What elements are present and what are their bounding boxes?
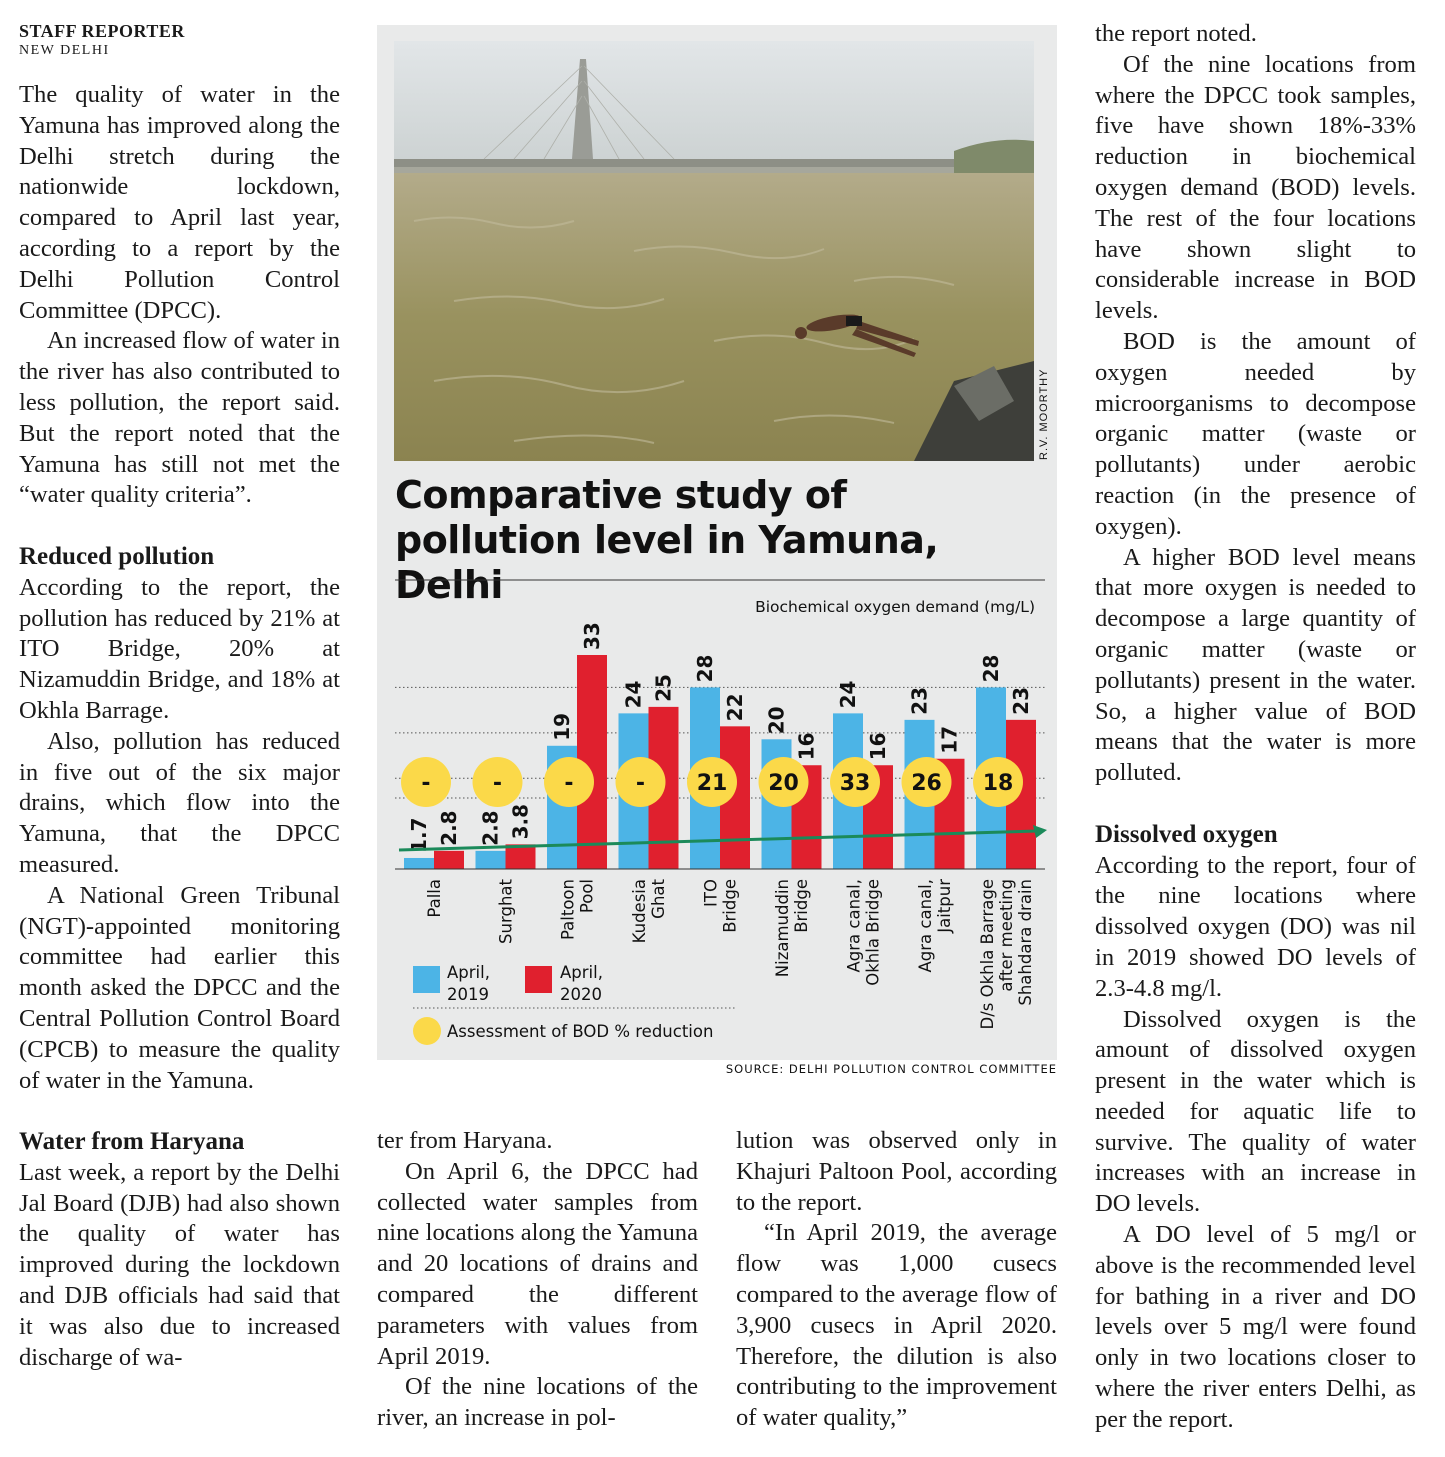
bar-value-label: 28 xyxy=(979,654,1003,683)
paragraph: Dissolved oxygen is the amount of dissolved oxygen present in the water which is needed for aquatic life to survive. The quality of water increases with an increase in DO levels. xyxy=(1095,1005,1416,1218)
category-label: Okhla Bridge xyxy=(863,879,883,986)
paragraph: A National Green Tribunal (NGT)-appointed monitoring committee had earlier this month asked the DPCC and the Central Pollution Control Board (CPCB) to measure the quality of water in the Yamuna. xyxy=(19,881,340,1094)
assessment-value: - xyxy=(421,771,431,796)
category-label: Jaitpur xyxy=(935,879,954,933)
assessment-value: 18 xyxy=(982,771,1014,796)
category-label: Paltoon xyxy=(558,879,578,941)
article-column-4 xyxy=(1095,19,1416,1436)
paragraph: BOD is the amount of oxygen needed by microorganisms to decompose organic matter (waste or pollutants) under aerobic reaction (in the presence of oxygen). xyxy=(1095,327,1416,540)
paragraph: Of the nine locations of the river, an increase in pol- xyxy=(377,1373,698,1432)
assessment-value: 33 xyxy=(839,771,871,796)
assessment-value: - xyxy=(635,771,646,796)
article-column-3 xyxy=(736,1126,1057,1434)
category-label: Shahdara drain xyxy=(1016,879,1035,1006)
category-label: Bridge xyxy=(792,879,811,933)
bar-value-label: 24 xyxy=(836,680,860,709)
bar-value-label: 2.8 xyxy=(478,810,503,846)
paragraph: The quality of water in the Yamuna has improved along the Delhi stretch during the nationwide lockdown, compared to April last year, according to a report by the Delhi Pollution Control Committee (DPCC). xyxy=(19,81,340,324)
article-column-1 xyxy=(19,80,340,1373)
subheading-water-from-haryana: Water from Haryana xyxy=(19,1128,245,1156)
assessment-value: - xyxy=(564,771,574,796)
paragraph: Of the nine locations from where the DPCC took samples, five have shown 18%-33% reduction in biochemical oxygen demand (BOD) levels. The rest of the four locations have shown slight to considerable increase in BOD levels. xyxy=(1095,50,1416,325)
bar-2019 xyxy=(404,858,434,869)
article-column-2 xyxy=(377,1126,698,1434)
reporter-name: STAFF REPORTER xyxy=(19,21,185,41)
category-label: ITO xyxy=(701,879,721,907)
legend-label-2019: 2019 xyxy=(447,985,489,1004)
category-label: after meeting xyxy=(997,879,1016,992)
category-label: Ghat xyxy=(649,879,668,919)
category-label: D/s Okhla Barrage xyxy=(978,879,997,1030)
bar-value-label: 17 xyxy=(937,725,962,754)
paragraph: A DO level of 5 mg/l or above is the recommended level for bathing in a river and DO levels over 5 mg/l were found only in two locations closer to where the river enters Delhi, as per the report. xyxy=(1095,1221,1416,1433)
chart-source: SOURCE: DELHI POLLUTION CONTROL COMMITTEE xyxy=(725,1062,1057,1076)
subheading-reduced-pollution: Reduced pollution xyxy=(19,542,215,570)
paragraph: lution was observed only in Khajuri Paltoon Pool, according to the report. xyxy=(736,1127,1057,1216)
bar-value-label: 25 xyxy=(651,674,676,702)
bod-bar-chart xyxy=(377,25,1057,1060)
chart-title: Comparative study of pollution level in Yamuna, Delhi xyxy=(395,473,939,607)
paragraph: According to the report, four of the nine locations where dissolved oxygen (DO) was nil in 2019 showed DO levels of 2.3-4.8 mg/l. xyxy=(1095,851,1416,1002)
legend-assessment-circle xyxy=(413,1017,441,1045)
subheading-dissolved-oxygen: Dissolved oxygen xyxy=(1095,820,1278,848)
category-label: Kudesia xyxy=(630,879,649,944)
infographic-panel xyxy=(377,25,1057,1060)
bar-2019 xyxy=(476,851,506,869)
bar-value-label: 24 xyxy=(621,680,646,709)
paragraph: “In April 2019, the average flow was 1,000 cusecs compared to the average flow of 3,900 cusecs in April 2020. Therefore, the dilution is also contributing to the improvement of water quality,” xyxy=(736,1219,1057,1432)
bar-value-label: 23 xyxy=(907,687,932,715)
paragraph: Last week, a report by the Delhi Jal Board (DJB) had also shown the quality of water has improved during the lockdown and DJB officials had said that it was also due to increased discharge of wa- xyxy=(19,1158,340,1371)
bar-value-label: 3.8 xyxy=(508,803,533,840)
bar-value-label: 22 xyxy=(723,693,747,722)
dateline: NEW DELHI xyxy=(19,43,110,58)
bar-value-label: 16 xyxy=(866,732,890,761)
legend-assessment-label: Assessment of BOD % reduction xyxy=(447,1022,714,1041)
category-label: Nizamuddin xyxy=(773,879,792,978)
paragraph: Also, pollution has reduced in five out of the six major drains, which flow into the Yamuna, that the DPCC measured. xyxy=(19,727,340,878)
assessment-value: 26 xyxy=(911,771,942,796)
category-label: Pool xyxy=(577,879,597,914)
paragraph: the report noted. xyxy=(1095,20,1257,47)
photo-credit-text: R.V. MOORTHY xyxy=(1038,368,1050,460)
paragraph: On April 6, the DPCC had collected water samples from nine locations along the Yamuna and 20 locations of drains and compared the different parameters with values from April 2019. xyxy=(377,1157,698,1370)
paragraph: According to the report, the pollution has reduced by 21% at ITO Bridge, 20% at Nizamuddin Bridge, and 18% at Okhla Barrage. xyxy=(19,573,340,724)
paragraph: An increased flow of water in the river has also contributed to less pollution, the report said. But the report noted that the Yamuna has still not met the “water quality criteria”. xyxy=(19,327,340,509)
bar-value-label: 23 xyxy=(1009,687,1033,715)
assessment-value: 21 xyxy=(696,771,728,796)
category-label: Agra canal, xyxy=(844,879,864,973)
category-label: Agra canal, xyxy=(916,879,935,973)
category-label: Bridge xyxy=(720,879,740,933)
legend-label-2020: April, xyxy=(560,963,603,982)
bar-value-label: 20 xyxy=(764,706,789,735)
legend-label-2020: 2020 xyxy=(560,985,602,1004)
bar-value-label: 28 xyxy=(693,654,717,683)
y-axis-label: Biochemical oxygen demand (mg/L) xyxy=(755,598,1035,616)
paragraph: ter from Haryana. xyxy=(377,1127,553,1154)
paragraph: A higher BOD level means that more oxygen is needed to decompose a large quantity of organic matter (waste or pollutants) present in the water. So, a higher value of BOD means that the water is more polluted. xyxy=(1095,543,1416,787)
legend-swatch-2020 xyxy=(525,966,552,993)
byline xyxy=(19,20,185,60)
bar-value-label: 33 xyxy=(580,622,604,650)
bar-value-label: 2.8 xyxy=(437,810,461,846)
assessment-value: 20 xyxy=(768,771,799,796)
photo-credit xyxy=(1038,340,1052,460)
category-label: Palla xyxy=(425,879,444,918)
bar-value-label: 19 xyxy=(550,712,574,741)
assessment-value: - xyxy=(492,771,503,796)
legend-swatch-2019 xyxy=(413,966,440,993)
category-label: Surghat xyxy=(496,879,516,944)
bar-value-label: 16 xyxy=(794,732,819,761)
bar-value-label: 1.7 xyxy=(407,817,431,853)
bar-2020 xyxy=(434,851,464,869)
legend-label-2019: April, xyxy=(447,963,490,982)
